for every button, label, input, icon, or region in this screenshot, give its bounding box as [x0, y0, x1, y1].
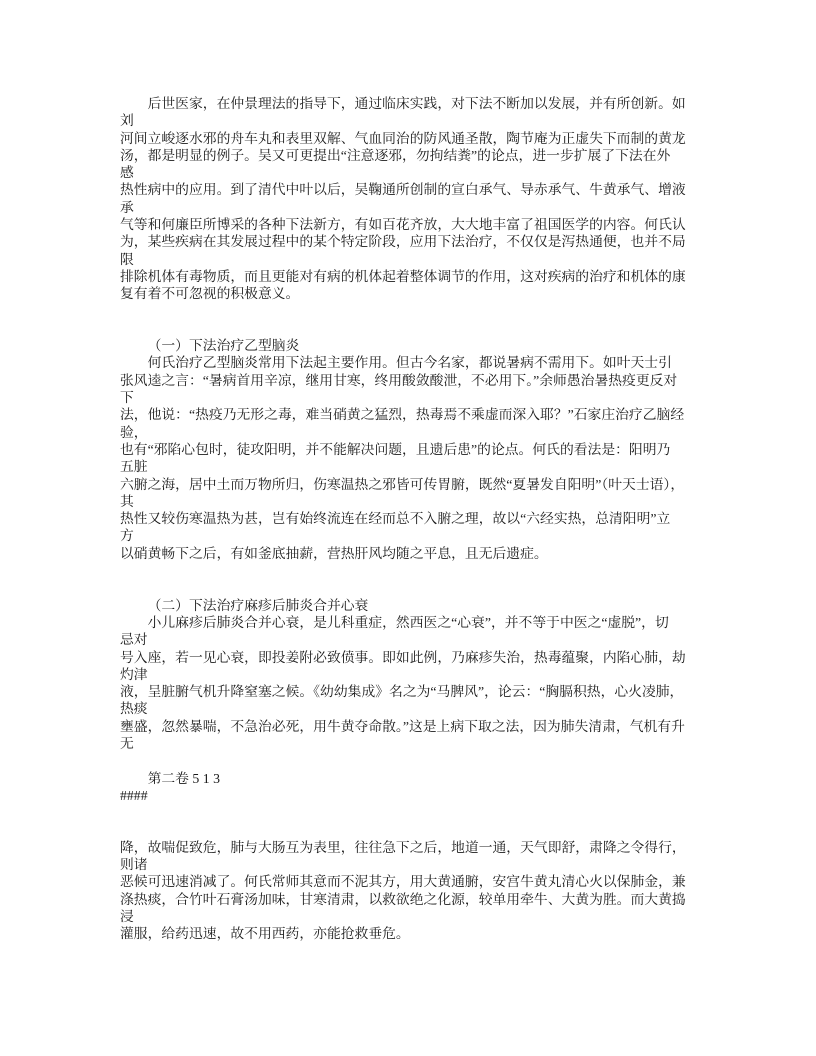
text-line: 小儿麻疹后肺炎合并心衰，是儿科重症，然西医之“心衰”，并不等于中医之“虚脱”，切	[147, 614, 669, 630]
text-line: 则诸	[120, 857, 148, 873]
document-text-area	[120, 95, 720, 943]
text-line: 涤热痰，合竹叶石膏汤加味，甘寒清肃，以救欲绝之化源，较单用牵牛、大黄为胜。而大黄捣	[120, 891, 686, 907]
section-heading: （一）下法治疗乙型脑炎	[147, 338, 300, 354]
text-line: 张风逵之言：“暑病首用辛凉，继用甘寒，终用酸敛酸泄，不必用下。”余师愚治暑热疫更反对	[120, 372, 678, 388]
text-line: 为，某些疾病在其发展过程中的某个特定阶段，应用下法治疗，不仅仅是泻热通便，也并不局	[120, 234, 686, 250]
text-line: 限	[120, 251, 134, 267]
page-footer: 第二卷 5 1 3	[147, 770, 221, 786]
blank-line	[120, 562, 720, 579]
text-line: 也有“邪陷心包时，徒攻阳明，并不能解决问题，且遗后患”的论点。何氏的看法是：阳明乃	[120, 441, 671, 457]
text-line: 排除机体有毒物质，而且更能对有病的机体起着整体调节的作用，这对疾病的治疗和机体的康	[120, 268, 686, 284]
text-line: 以硝黄畅下之后，有如釜底抽薪，营热肝风均随之平息，且无后遗症。	[120, 545, 548, 561]
text-line: 热性又较伤寒温热为甚，岂有始终流连在经而总不入腑之理，故以“六经实热，总清阳明”立	[120, 511, 671, 527]
blank-line	[120, 579, 720, 596]
text-line: 下	[120, 390, 134, 406]
text-line: 无	[120, 735, 134, 751]
text-line: 法，他说：“热疫乃无形之毒，难当硝黄之猛烈，热毒焉不乘虚而深入耶？”石家庄治疗乙脑经	[120, 407, 685, 423]
text-line: 浸	[120, 908, 134, 924]
text-line: 灌服，给药迅速，故不用西药，亦能抢救垂危。	[120, 926, 410, 942]
text-line: 号入座，若一见心衰，即投姜附必致偾事。即如此例，乃麻疹失治，热毒蕴聚，内陷心肺，劫	[120, 649, 686, 665]
text-line: 复有着不可忽视的积极意义。	[120, 286, 300, 302]
text-line: 气等和何廉臣所博采的各种下法新方，有如百花齐放，大大地丰富了祖国医学的内容。何氏认	[120, 217, 686, 233]
text-line: 后世医家，在仲景理法的指导下，通过临床实践，对下法不断加以发展，并有所创新。如	[147, 96, 686, 111]
text-line: 其	[120, 493, 134, 509]
text-line: 液，呈脏腑气机升降窒塞之候。《幼幼集成》名之为“马脾风”，论云：“胸膈积热，心火凌肺，	[120, 684, 684, 700]
text-line: 热性病中的应用。到了清代中叶以后，吴鞠通所创制的宣白承气、导赤承气、牛黄承气、增液	[120, 182, 686, 198]
text-line: 河间立峻逐水邪的舟车丸和表里双解、气血同治的防风通圣散，陶节庵为正虚失下而制的黄龙	[120, 130, 686, 146]
text-line: 验，	[120, 424, 148, 440]
blank-line	[120, 821, 720, 838]
blank-line	[120, 303, 720, 320]
section-heading: （二）下法治疗麻疹后肺炎合并心衰	[147, 597, 369, 613]
text-line: 汤，都是明显的例子。吴又可更提出“注意逐邪，勿拘结粪”的论点，进一步扩展了下法在外	[120, 147, 671, 163]
text-line: 五脏	[120, 459, 148, 475]
text-line: 恶候可迅速消减了。何氏常师其意而不泥其方，用大黄通腑，安宫牛黄丸清心火以保肺金，兼	[120, 874, 686, 890]
text-line: 忌对	[120, 632, 148, 648]
text-line: 方	[120, 528, 134, 544]
text-line: 灼津	[120, 666, 148, 682]
page-separator: ####	[120, 787, 148, 803]
blank-line	[120, 804, 720, 821]
text-line: 六腑之海，居中土而万物所归，伤寒温热之邪皆可传胃腑，既然“夏暑发自阳明”（叶天士语），	[120, 476, 685, 492]
text-line: 降，故喘促致危，肺与大肠互为表里，往往急下之后，地道一通，天气即舒，肃降之令得行，	[120, 839, 686, 855]
text-line: 热痰	[120, 701, 148, 717]
blank-line	[120, 320, 720, 337]
text-line: 刘	[120, 113, 134, 129]
blank-line	[120, 752, 720, 769]
text-line: 承	[120, 199, 134, 215]
text-line: 感	[120, 165, 134, 181]
text-line: 壅盛，忽然暴喘，不急治必死，用牛黄夺命散。”这是上病下取之法，因为肺失清肃，气机有升	[120, 718, 685, 734]
text-line: 何氏治疗乙型脑炎常用下法起主要作用。但古今名家，都说暑病不需用下。如叶天士引	[147, 355, 672, 371]
